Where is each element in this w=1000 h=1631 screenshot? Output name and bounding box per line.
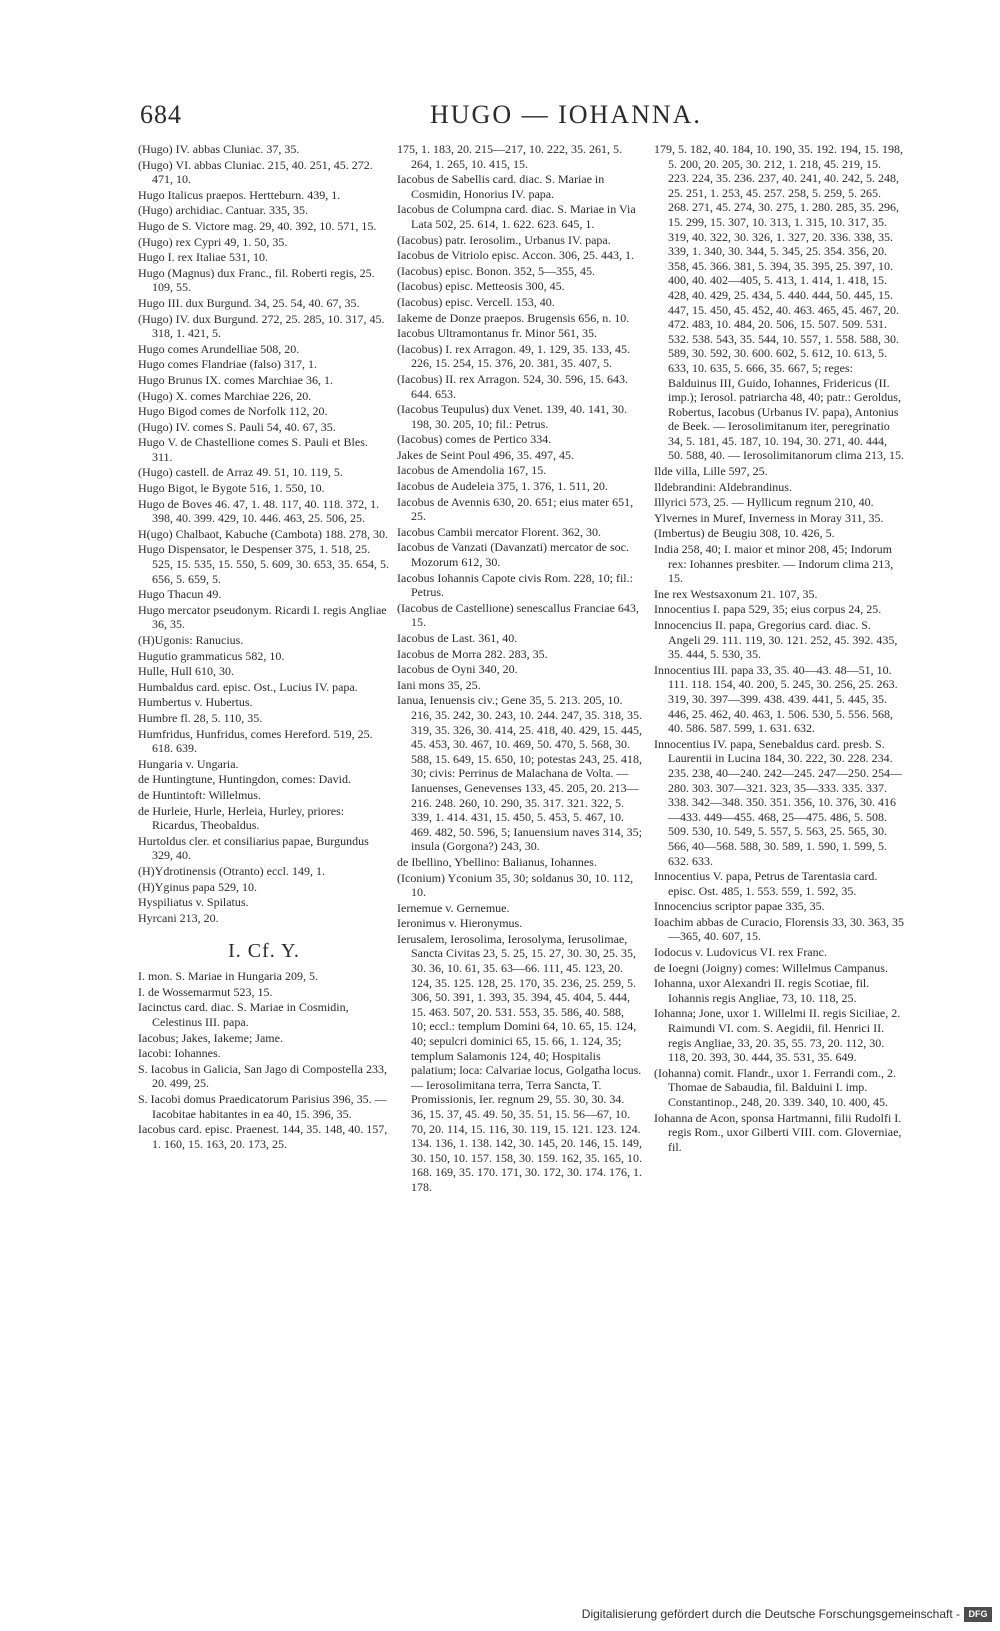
index-entry: Hugo de Boves 46. 47, 1. 48. 117, 40. 118. 372, 1. 398, 40. 399. 429, 10. 446. 463, 25. 506, 25.	[138, 496, 380, 526]
index-entry: (Iconium) Yconium 35, 30; soldanus 30, 10. 112, 10.	[397, 870, 634, 900]
index-entry: (Iacobus Teupulus) dux Venet. 139, 40. 141, 30. 198, 30. 205, 10; fil.: Petrus.	[397, 402, 628, 431]
index-entry: Ieronimus v. Hieronymus.	[397, 916, 523, 931]
footer-text: Digitalisierung gefördert durch die Deutsche Forschungsgemeinschaft -	[581, 1607, 960, 1621]
index-entry: Ilde villa, Lille 597, 25.	[654, 464, 768, 479]
index-entry: Hugo comes Arundelliae 508, 20.	[138, 341, 300, 356]
index-entry: Hyrcani 213, 20.	[138, 910, 219, 925]
index-entry: Iacobus card. episc. Praenest. 144, 35. 148, 40. 157, 1. 160, 15. 163, 20. 173, 25.	[138, 1122, 388, 1151]
index-entry: Illyrici 573, 25. — Hyllicum regnum 210, 40.	[654, 495, 874, 510]
index-entry: Iohanna, uxor Alexandri II. regis Scotiae, fil. Iohannis regis Angliae, 73, 10. 118, 25.	[654, 976, 870, 1005]
index-entry: Hyspiliatus v. Spilatus.	[138, 895, 249, 910]
index-entry: Hugo comes Flandriae (falso) 317, 1.	[138, 357, 317, 372]
index-entry: Ylvernes in Muref, Inverness in Moray 311, 35.	[654, 510, 884, 525]
index-entry: (Iacobus) episc. Bonon. 352, 5—355, 45.	[397, 263, 595, 278]
index-entry: Iacobi: Iohannes.	[138, 1046, 221, 1061]
index-entry: Hugutio grammaticus 582, 10.	[138, 648, 285, 663]
index-entry: de Ioegni (Joigny) comes: Willelmus Campanus.	[654, 960, 888, 975]
funding-footer	[582, 1605, 992, 1623]
dfg-logo-icon: DFG	[964, 1607, 992, 1622]
index-entry: (Hugo) IV. dux Burgund. 272, 25. 285, 10. 317, 45. 318, 1. 421, 5.	[138, 311, 385, 341]
index-entry: (Iacobus) episc. Metteosis 300, 45.	[397, 279, 565, 294]
index-entry: Hulle, Hull 610, 30.	[138, 664, 234, 679]
index-entry: Iacobus de Columpna card. diac. S. Mariae in Via Lata 502, 25. 614, 1. 622. 623. 645, 1.	[397, 202, 636, 231]
index-entry: Hurtoldus cler. et consiliarius papae, Burgundus 329, 40.	[138, 833, 369, 863]
index-entry: S. Iacobi domus Praedicatorum Parisius 396, 35. — Iacobitae habitantes in ea 40, 15. 396, 35.	[138, 1092, 387, 1121]
section-heading: I. Cf. Y.	[228, 940, 300, 963]
index-entry: Iacinctus card. diac. S. Mariae in Cosmidin, Celestinus III. papa.	[138, 1000, 349, 1030]
index-entry: de Huntintoft: Willelmus.	[138, 787, 261, 802]
index-entry: (Hugo) archidiac. Cantuar. 335, 35.	[138, 203, 308, 218]
index-entry: Hungaria v. Ungaria.	[138, 756, 239, 771]
index-entry: (Hugo) rex Cypri 49, 1. 50, 35.	[138, 234, 288, 249]
index-entry: I. mon. S. Mariae in Hungaria 209, 5.	[138, 969, 318, 984]
index-entry: Iani mons 35, 25.	[397, 677, 481, 692]
index-entry: de Huntingtune, Huntingdon, comes: David.	[138, 772, 351, 787]
index-entry: Hugo de S. Victore mag. 29, 40. 392, 10. 571, 15.	[138, 218, 377, 233]
index-entry: Iacobus Iohannis Capote civis Rom. 228, 10; fil.: Petrus.	[397, 570, 633, 600]
index-entry: Hugo III. dux Burgund. 34, 25. 54, 40. 67, 35.	[138, 295, 360, 310]
index-entry: Iacobus de Vanzati (Davanzati) mercator de soc. Mozorum 612, 30.	[397, 540, 630, 570]
index-entry: (Hugo) IV. abbas Cluniac. 37, 35.	[138, 142, 300, 156]
index-entry: (Hugo) VI. abbas Cluniac. 215, 40. 251, 45. 272. 471, 10.	[138, 157, 373, 187]
index-entry: Iacobus Cambii mercator Florent. 362, 30.	[397, 524, 601, 539]
page-header	[140, 100, 980, 136]
index-entry: Ioachim abbas de Curacio, Florensis 33, 30. 363, 35—365, 40. 607, 15.	[654, 914, 904, 944]
index-entry: Hugo V. de Chastellione comes S. Pauli et Bles. 311.	[138, 435, 368, 464]
index-entry: Innocentius IV. papa, Senebaldus card. presb. S. Laurentii in Lucina 184, 30. 222, 30. 228. 234. 235. 238, 40—240. 242—245. 247—250. 254—280. 303. 307—321. 323, 35—333. 335. 337. 338. 342—348. 350. 351. 356, 10. 376, 30. 416—433. 449—455. 468, 25—475. 486, 5. 508. 509. 530, 10. 549, 5. 557, 5. 563, 25. 565, 30. 566, 40—568. 588, 30. 589, 1. 590, 1. 599, 5. 632. 633.	[654, 736, 902, 868]
index-entry: (Hugo) X. comes Marchiae 226, 20.	[138, 388, 312, 403]
index-entry: Iacobus de Last. 361, 40.	[397, 631, 518, 645]
index-entry: S. Iacobus in Galicia, San Jago di Compostella 233, 20. 499, 25.	[138, 1061, 387, 1091]
index-entry: (H)Ydrotinensis (Otranto) eccl. 149, 1.	[138, 863, 325, 878]
running-title: HUGO — IOHANNA.	[430, 100, 702, 129]
index-entry: Innocentius III. papa 33, 35. 40—43. 48—51, 10. 111. 118. 154, 40. 200, 5. 245, 30. 256, 25. 263. 319, 30. 397—399. 438. 439. 441, 5. 445, 35. 446, 25. 462, 40. 463, 1. 506. 530, 5. 556. 568, 40. 586. 587. 599, 1. 631. 632.	[654, 662, 898, 736]
index-entry: Hugo I. rex Italiae 531, 10.	[138, 250, 268, 265]
index-entry: Iodocus v. Ludovicus VI. rex Franc.	[654, 945, 827, 960]
index-entry: Humfridus, Hunfridus, comes Hereford. 519, 25. 618. 639.	[138, 726, 373, 756]
index-entry: Iernemue v. Gernemue.	[397, 900, 510, 915]
index-entry: Iacobus de Avennis 630, 20. 651; eius mater 651, 25.	[397, 494, 634, 524]
index-entry: Ildebrandini: Aldebrandinus.	[654, 479, 792, 494]
index-entry: Hugo Thacun 49.	[138, 587, 222, 602]
index-entry: (Iacobus de Castellione) senescallus Franciae 643, 15.	[397, 600, 639, 630]
index-entry: Hugo Italicus praepos. Hertteburn. 439, 1.	[138, 187, 341, 202]
index-entry: (H)Yginus papa 529, 10.	[138, 879, 257, 894]
index-entry: Innocencius II. papa, Gregorius card. diac. S. Angeli 29. 111. 119, 30. 121. 252, 45. 392. 435, 35. 444, 5. 530, 35.	[654, 618, 898, 662]
index-entry: 179, 5. 182, 40. 184, 10. 190, 35. 192. 194, 15. 198, 5. 200, 20. 205, 30. 212, 1. 218, 45. 219, 15. 223. 224, 35. 236. 237, 40. 241, 40. 242, 5. 248, 25. 251, 1. 253, 45. 257. 258, 5. 259, 5. 265. 268. 271, 45. 274, 30. 275, 1. 280. 285, 35. 296, 15. 299, 15. 307, 10. 313, 1. 315, 10. 317, 35. 319, 40. 322, 30. 326, 1. 327, 20. 336. 338, 35. 339, 1. 340, 30. 344, 5. 345, 25. 354. 356, 20. 358, 45. 366. 381, 5. 394, 35. 395, 25. 397, 10. 400, 40. 402—405, 5. 413, 1. 414, 1. 418, 15. 428, 40. 429, 25. 434, 5. 440. 444, 50. 445, 15. 447, 15. 450, 45. 452, 40. 463. 465, 45. 467, 20. 472. 483, 10. 484, 20. 506, 15. 507. 509. 531. 532. 538. 543, 35. 544, 10. 557, 1. 558. 588, 30. 589, 30. 592, 30. 600. 602, 5. 612, 10. 613, 5. 633, 10. 635, 5. 666, 35. 667, 5; reges: Balduinus III, Guido, Iohannes, Fridericus (II. imp.); Ierosol. patriarcha 48, 40; patr.: Geroldus, Robertus, Iacobus (Urbanus IV. papa), Antonius de Beek. — Ierosolimitanum iter, peregrinatio 34, 5. 181, 45. 187, 10. 194, 30. 271, 40. 444, 50. 588, 40. — Ierosolimitanorum clima 213, 15.	[654, 142, 904, 463]
index-column-3	[654, 142, 904, 1155]
index-entry: Iacobus de Vitriolo episc. Accon. 306, 25. 443, 1.	[397, 248, 635, 263]
index-entry: Hugo Dispensator, le Despenser 375, 1. 518, 25. 525, 15. 535, 15. 550, 5. 609, 30. 653, 35. 654, 5. 656, 5. 659, 5.	[138, 542, 389, 586]
index-entry: Iacobus Ultramontanus fr. Minor 561, 35.	[397, 326, 597, 341]
index-entry: (Iacobus) I. rex Arragon. 49, 1. 129, 35. 133, 45. 226, 15. 254, 15. 376, 20. 381, 35. 407, 5.	[397, 341, 630, 371]
index-entry: Iakeme de Donze praepos. Brugensis 656, n. 10.	[397, 310, 630, 325]
index-entry: Jakes de Seint Poul 496, 35. 497, 45.	[397, 447, 574, 462]
index-entry: Humbertus v. Hubertus.	[138, 695, 253, 710]
index-entry: Humbaldus card. episc. Ost., Lucius IV. papa.	[138, 679, 358, 694]
index-entry: de Hurleie, Hurle, Herleia, Hurley, priores: Ricardus, Theobaldus.	[138, 803, 345, 833]
index-entry: Iacobus de Amendolia 167, 15.	[397, 463, 547, 478]
index-entry: Humbre fl. 28, 5. 110, 35.	[138, 710, 263, 725]
index-entry: (Hugo) castell. de Arraz 49. 51, 10. 119, 5.	[138, 465, 343, 480]
index-entry: Innocentius I. papa 529, 35; eius corpus 24, 25.	[654, 602, 882, 617]
index-entry: (Iacobus) patr. Ierosolim., Urbanus IV. papa.	[397, 232, 611, 247]
index-entry: Innocentius V. papa, Petrus de Tarentasia card. episc. Ost. 485, 1. 553. 559, 1. 592, 35.	[654, 869, 878, 898]
index-entry: 175, 1. 183, 20. 215—217, 10. 222, 35. 261, 5. 264, 1. 265, 10. 415, 15.	[397, 142, 622, 171]
index-entry: Hugo Bigot, le Bygote 516, 1. 550, 10.	[138, 481, 325, 496]
index-entry: Ine rex Westsaxonum 21. 107, 35.	[654, 586, 818, 601]
index-entry: I. de Wossemarmut 523, 15.	[138, 984, 273, 999]
index-entry: Iacobus de Audeleia 375, 1. 376, 1. 511, 20.	[397, 479, 608, 494]
index-entry: Hugo mercator pseudonym. Ricardi I. regis Angliae 36, 35.	[138, 602, 387, 632]
index-entry: de Ibellino, Ybellino: Balianus, Iohannes.	[397, 854, 597, 869]
index-entry: Iacobus; Jakes, Iakeme; Jame.	[138, 1030, 283, 1045]
index-entry: Hugo (Magnus) dux Franc., fil. Roberti regis, 25. 109, 55.	[138, 265, 375, 295]
index-entry: H(ugo) Chalbaot, Kabuche (Cambota) 188. 278, 30.	[138, 526, 388, 541]
index-entry: Ierusalem, Ierosolima, Ierosolyma, Ierusolimae, Sancta Civitas 23, 5. 25, 15. 27, 30. 30, 25. 35, 30. 36, 10. 61, 35. 63—66. 111, 45. 123, 20. 124, 35. 125. 128, 25. 170, 35. 236, 25. 259, 5. 306, 50. 391, 1. 393, 35. 394, 45. 404, 5. 444, 15. 463. 507, 20. 531. 553, 35. 586, 40. 588, 10; eccl.: templum Domini 64, 10. 65, 15. 124, 40; sepulcri dominici 65, 15. 66, 1. 124, 35; templum Salamonis 124, 40; Hospitalis palatium; loca: Calvariae locus, Golgatha locus. — Ierosolimitana terra, Terra Sancta, T. Promissionis, Ier. regnum 29, 55. 30, 30. 34. 36, 15. 37, 45. 49. 50, 35. 51, 15. 56—67, 10. 70, 20. 114, 15. 116, 30. 119, 15. 121. 123. 124. 134. 136, 1. 138. 142, 30. 145, 20. 146, 15. 149, 30. 150, 10. 157. 158, 30. 159. 162, 35. 165, 10. 168. 169, 35. 170. 171, 30. 172, 30. 174. 176, 1. 178.	[397, 931, 642, 1194]
index-column-2	[397, 142, 642, 1196]
index-entry: (H)Ugonis: Ranucius.	[138, 633, 244, 647]
index-entry: (Hugo) IV. comes S. Pauli 54, 40. 67, 35.	[138, 419, 336, 434]
index-entry: Hugo Brunus IX. comes Marchiae 36, 1.	[138, 372, 333, 387]
index-entry: Iacobus de Oyni 340, 20.	[397, 662, 518, 677]
index-entry: (Iohanna) comit. Flandr., uxor 1. Ferrandi com., 2. Thomae de Sabaudia, fil. Balduini I. imp. Constantinop., 248, 20. 339. 340, 10. 400, 45.	[654, 1065, 896, 1109]
index-entry: Iohanna de Acon, sponsa Hartmanni, filii Rudolfi I. regis Rom., uxor Gilberti VIII. com. Gloverniae, fil.	[654, 1110, 902, 1154]
index-entry: Hugo Bigod comes de Norfolk 112, 20.	[138, 404, 328, 419]
index-column-1	[138, 142, 390, 1152]
index-entry: (Imbertus) de Beugiu 308, 10. 426, 5.	[654, 526, 835, 541]
index-entry: India 258, 40; I. maior et minor 208, 45; Indorum rex: Iohannes presbiter. — Indorum clima 213, 15.	[654, 542, 894, 586]
index-entry: (Iacobus) episc. Vercell. 153, 40.	[397, 294, 555, 309]
index-entry: Iacobus de Sabellis card. diac. S. Mariae in Cosmidin, Honorius IV. papa.	[397, 172, 605, 201]
page-number: 684	[140, 100, 182, 129]
index-entry: Ianua, Ienuensis civ.; Gene 35, 5. 213. 205, 10. 216, 35. 242, 30. 243, 10. 244. 247, 35. 318, 35. 319, 35. 326, 30. 414, 25. 418, 40. 429, 15. 445, 45. 453, 30. 467, 10. 469, 50. 470, 5. 568, 30. 588, 15. 649, 15. 650, 10; potestas 243, 25. 418, 30; civis: Perrinus de Malachana de Volta. — Ianuenses, Genevenses 133, 45. 205, 20. 213—216. 248. 260, 10. 290, 35. 317. 321. 322, 5. 339, 1. 414. 431, 15. 450, 5. 453, 5. 467, 10. 469. 482, 50. 596, 5; Ianuensium naves 314, 35; insula (Gorgona?) 243, 30.	[397, 693, 642, 854]
index-entry: Iohanna; Jone, uxor 1. Willelmi II. regis Siciliae, 2. Raimundi VI. com. S. Aegidii, fil. Henrici II. regis Angliae, 33, 20. 35, 55. 73, 20. 112, 30. 118, 20. 393, 30. 444, 35. 531, 35. 649.	[654, 1006, 901, 1065]
index-entry: (Iacobus) II. rex Arragon. 524, 30. 596, 15. 643. 644. 653.	[397, 371, 628, 401]
index-entry: (Iacobus) comes de Pertico 334.	[397, 432, 552, 447]
index-entry: Innocencius scriptor papae 335, 35.	[654, 899, 825, 914]
index-entry: Iacobus de Morra 282. 283, 35.	[397, 646, 548, 661]
